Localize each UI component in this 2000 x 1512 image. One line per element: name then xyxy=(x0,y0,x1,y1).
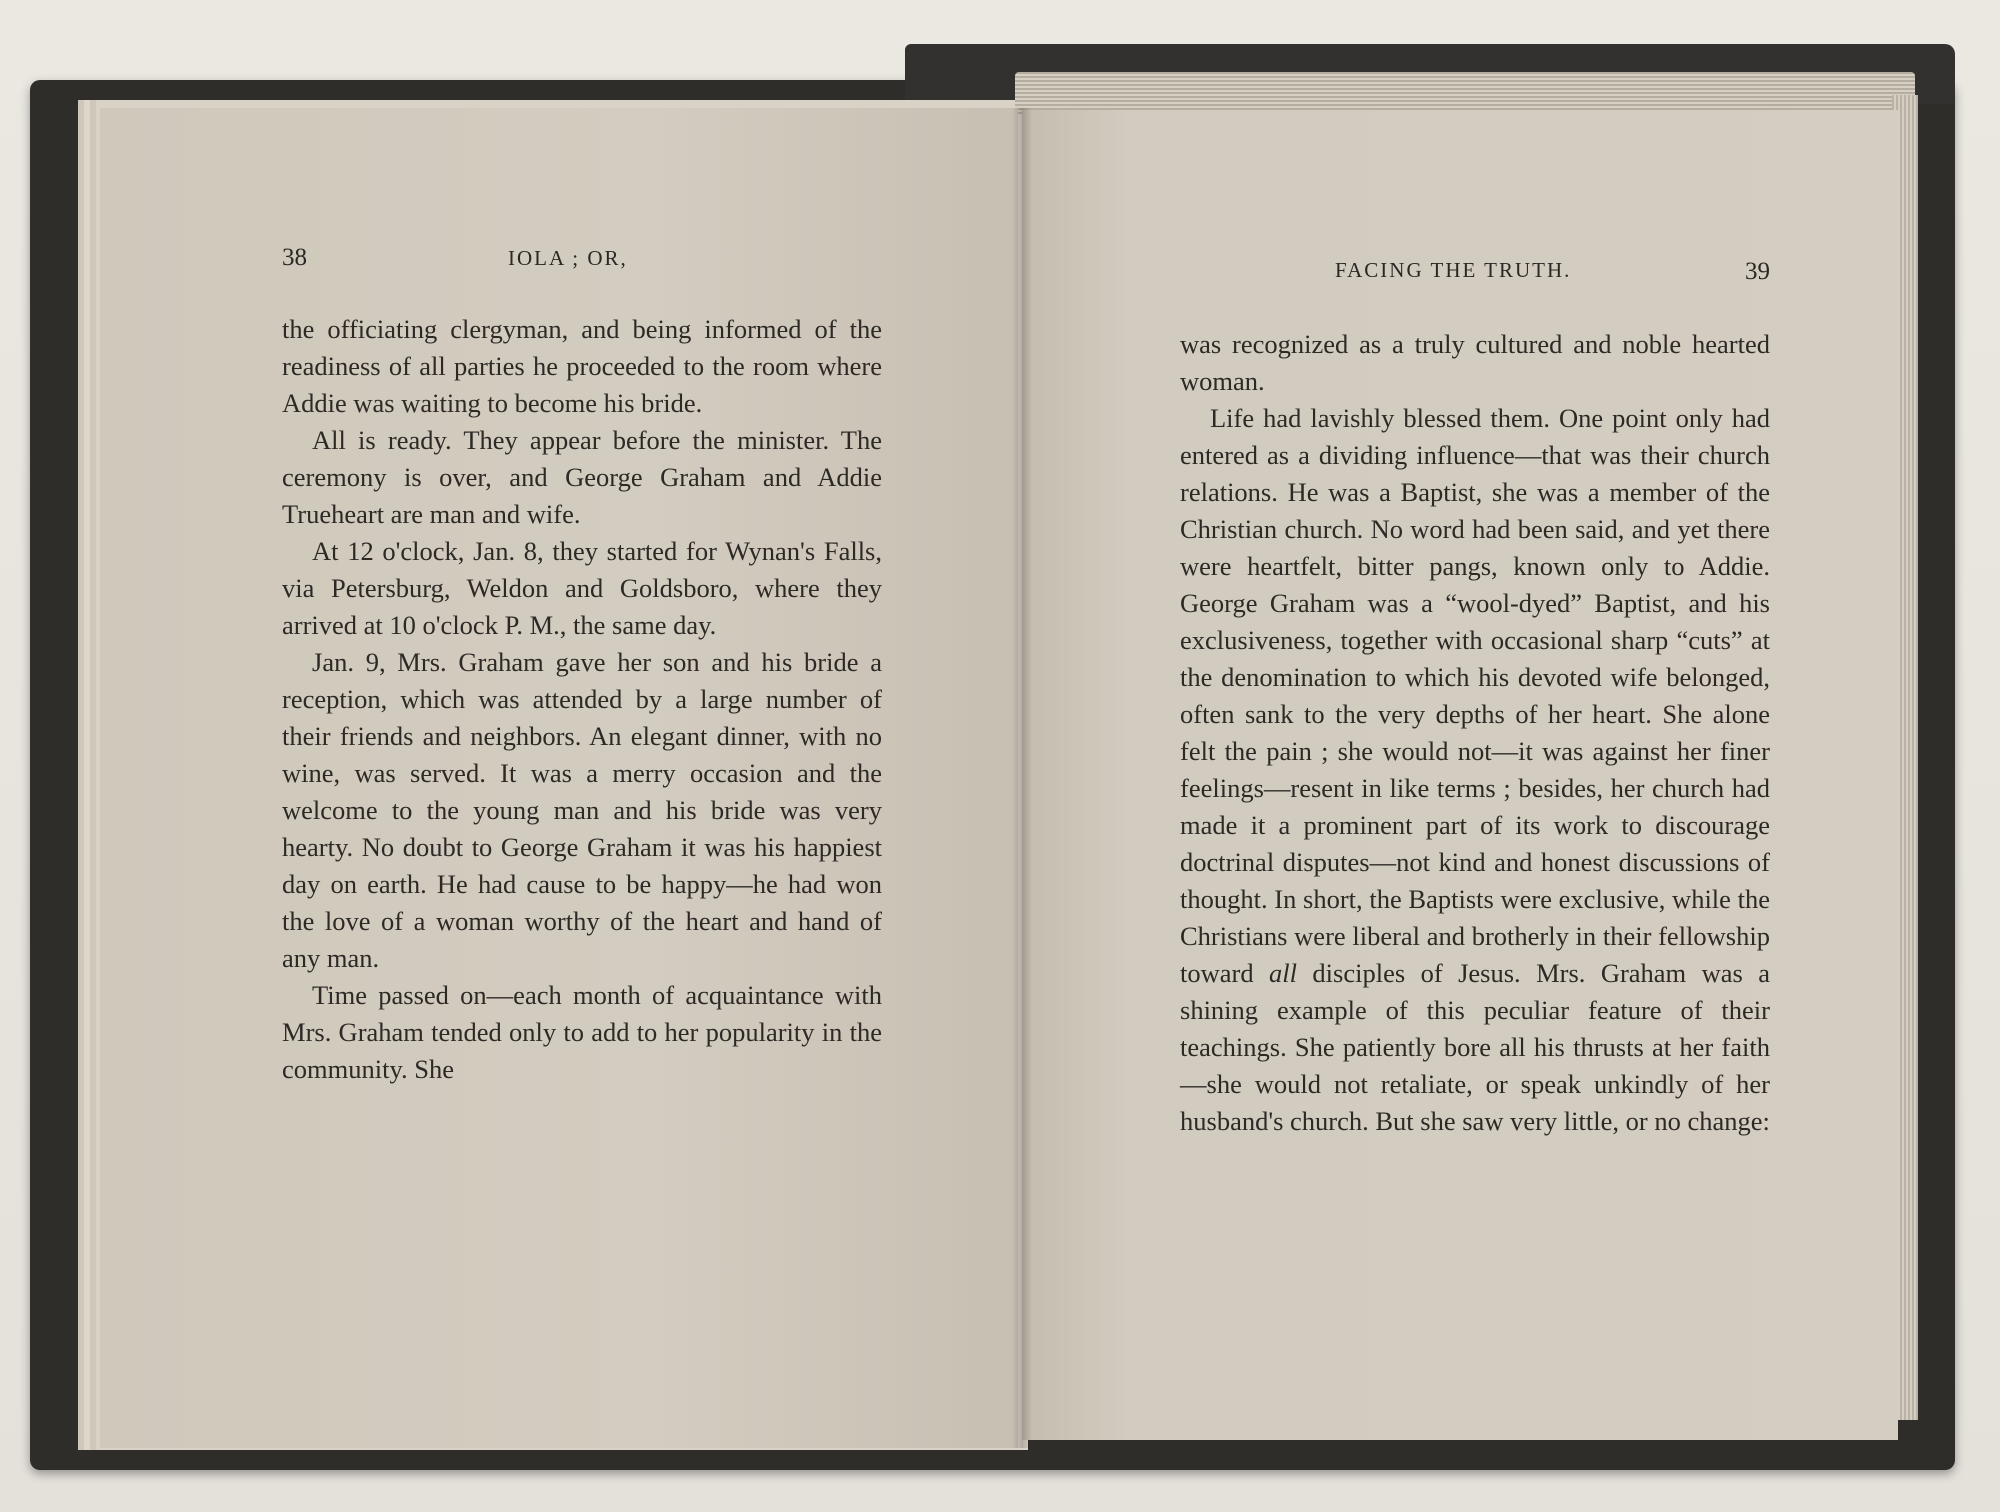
paragraph: was recognized as a truly cultured and noble hearted woman. xyxy=(1180,329,1770,396)
paragraph: At 12 o'clock, Jan. 8, they started for Wynan's Falls, via Petersburg, Weldon and Goldsboro, where they arrived at 10 o'clock P. M., the same day. xyxy=(282,536,882,640)
book-gutter xyxy=(1012,108,1032,1448)
paragraph: Time passed on—each month of acquaintance with Mrs. Graham tended only to add to her popularity in the community. She xyxy=(282,980,882,1084)
paragraph: the officiating clergyman, and being informed of the readiness of all parties he proceeded to the room where Addie was waiting to become his bride. xyxy=(282,314,882,418)
paragraph-text: Life had lavishly blessed them. One point only had entered as a dividing influence—that was their church relations. He was a Baptist, she was a member of the Christian church. No word had been said, and yet there were heartfelt, bitter pangs, known only to Addie. George Graham was a “wool-dyed” Baptist, and his exclusiveness, together with occasional sharp “cuts” at the denomination to which his devoted wife belonged, often sank to the very depths of her heart. She alone felt the pain ; she would not—it was against her finer feelings—resent in like terms ; besides, her church had made it a prominent part of its work to discourage doctrinal disputes—not kind and honest discussions of thought. In short, the Baptists were exclusive, while the Christians were liberal and brotherly in their fellowship toward xyxy=(1180,403,1770,988)
left-running-head: IOLA ; OR, xyxy=(508,246,628,270)
paragraph-text-continued: disciples of Jesus. Mrs. Graham was a shining example of this peculiar feature of their teachings. She patiently bore all his thrusts at her faith—she would not retaliate, or speak unkindly of her husband's church. But she saw very little, or no change: xyxy=(1180,958,1770,1136)
right-page-stack-top xyxy=(1015,72,1915,114)
right-running-head: FACING THE TRUTH. xyxy=(1335,258,1572,282)
left-page-number: 38 xyxy=(282,244,307,271)
right-page-body xyxy=(1180,326,1770,1140)
left-page-body xyxy=(282,311,882,1088)
emphasis-word: all xyxy=(1269,958,1297,988)
paragraph xyxy=(1180,400,1770,1140)
paragraph: Jan. 9, Mrs. Graham gave her son and his bride a reception, which was attended by a large number of their friends and neighbors. An elegant dinner, with no wine, was served. It was a merry occasion and the welcome to the young man and his bride was very hearty. No doubt to George Graham it was his happiest day on earth. He had cause to be happy—he had won the love of a woman worthy of the heart and hand of any man. xyxy=(282,647,882,973)
paragraph: All is ready. They appear before the minister. The ceremony is over, and George Graham and Addie Trueheart are man and wife. xyxy=(282,425,882,529)
right-page-number: 39 xyxy=(1745,258,1770,285)
